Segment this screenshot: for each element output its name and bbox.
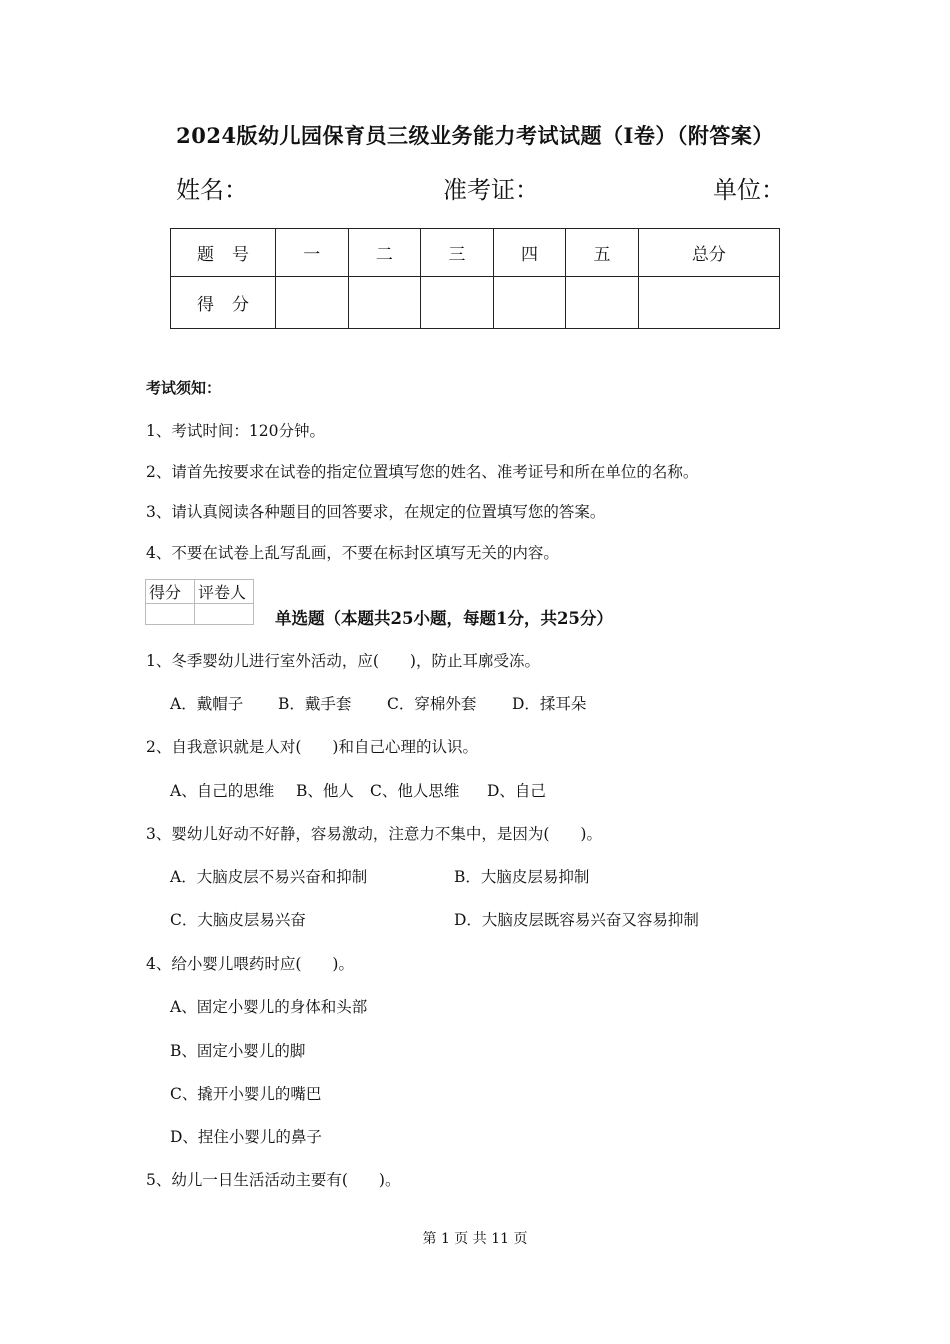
- question-stem: 2、自我意识就是人对( )和自己心理的认识。: [146, 738, 478, 756]
- grader-name-cell[interactable]: [195, 604, 254, 625]
- header-cell-5: 五: [566, 229, 639, 277]
- question-option[interactable]: C．大脑皮层易兴奋: [170, 911, 306, 929]
- score-table-score-row: [171, 277, 780, 329]
- exam-title: 2024版幼儿园保育员三级业务能力考试试题（I卷）（附答案）: [176, 123, 774, 148]
- question-option[interactable]: A、固定小婴儿的身体和头部: [170, 998, 368, 1016]
- score-cell-4[interactable]: [493, 277, 566, 329]
- grader-score-label: 得分: [146, 580, 195, 604]
- question-option[interactable]: C．穿棉外套: [387, 695, 477, 713]
- score-table-header-row: [171, 229, 780, 277]
- score-cell-total[interactable]: [638, 277, 779, 329]
- grader-table: [145, 579, 254, 625]
- header-cell-question-no: 题号: [171, 229, 276, 277]
- notice-heading: 考试须知：: [146, 379, 222, 397]
- score-cell-1[interactable]: [276, 277, 349, 329]
- notice-item: 1、考试时间：120分钟。: [146, 422, 325, 440]
- question-option[interactable]: A．大脑皮层不易兴奋和抑制: [170, 868, 368, 886]
- header-cell-1: 一: [276, 229, 349, 277]
- question-option[interactable]: A．戴帽子: [170, 695, 244, 713]
- page-footer: 第 1 页 共 11 页: [422, 1231, 528, 1247]
- question-option[interactable]: B、固定小婴儿的脚: [170, 1042, 306, 1060]
- question-stem: 5、幼儿一日生活活动主要有( )。: [146, 1171, 401, 1189]
- question-stem: 3、婴幼儿好动不好静，容易激动，注意力不集中，是因为( )。: [146, 825, 602, 843]
- question-option[interactable]: C、他人思维: [370, 782, 460, 800]
- header-cell-3: 三: [421, 229, 494, 277]
- header-cell-total: 总分: [638, 229, 779, 277]
- question-option[interactable]: D、自己: [487, 782, 546, 800]
- question-option[interactable]: B．大脑皮层易抑制: [454, 868, 590, 886]
- question-option[interactable]: B．戴手套: [278, 695, 352, 713]
- exam-id-field-label: 准考证：: [443, 176, 539, 204]
- notice-item: 4、不要在试卷上乱写乱画，不要在标封区填写无关的内容。: [146, 544, 559, 562]
- score-cell-3[interactable]: [421, 277, 494, 329]
- grader-name-label: 评卷人: [195, 580, 254, 604]
- section-heading: 单选题（本题共25小题，每题1分，共25分）: [275, 609, 613, 628]
- score-cell-5[interactable]: [566, 277, 639, 329]
- grader-score-cell[interactable]: [146, 604, 195, 625]
- unit-field-label: 单位：: [713, 176, 785, 204]
- score-row-label: 得分: [171, 277, 276, 329]
- question-option[interactable]: D．揉耳朵: [512, 695, 587, 713]
- notice-item: 3、请认真阅读各种题目的回答要求，在规定的位置填写您的答案。: [146, 503, 606, 521]
- header-cell-4: 四: [493, 229, 566, 277]
- question-stem: 1、冬季婴幼儿进行室外活动，应( )，防止耳廓受冻。: [146, 652, 540, 670]
- name-field-label: 姓名：: [176, 176, 248, 204]
- question-option[interactable]: A、自己的思维: [170, 782, 275, 800]
- notice-item: 2、请首先按要求在试卷的指定位置填写您的姓名、准考证号和所在单位的名称。: [146, 463, 699, 481]
- header-cell-2: 二: [348, 229, 421, 277]
- score-cell-2[interactable]: [348, 277, 421, 329]
- question-stem: 4、给小婴儿喂药时应( )。: [146, 955, 354, 973]
- score-table: [170, 228, 780, 329]
- question-option[interactable]: D．大脑皮层既容易兴奋又容易抑制: [454, 911, 699, 929]
- question-option[interactable]: C、撬开小婴儿的嘴巴: [170, 1085, 322, 1103]
- question-option[interactable]: B、他人: [296, 782, 354, 800]
- question-option[interactable]: D、捏住小婴儿的鼻子: [170, 1128, 322, 1146]
